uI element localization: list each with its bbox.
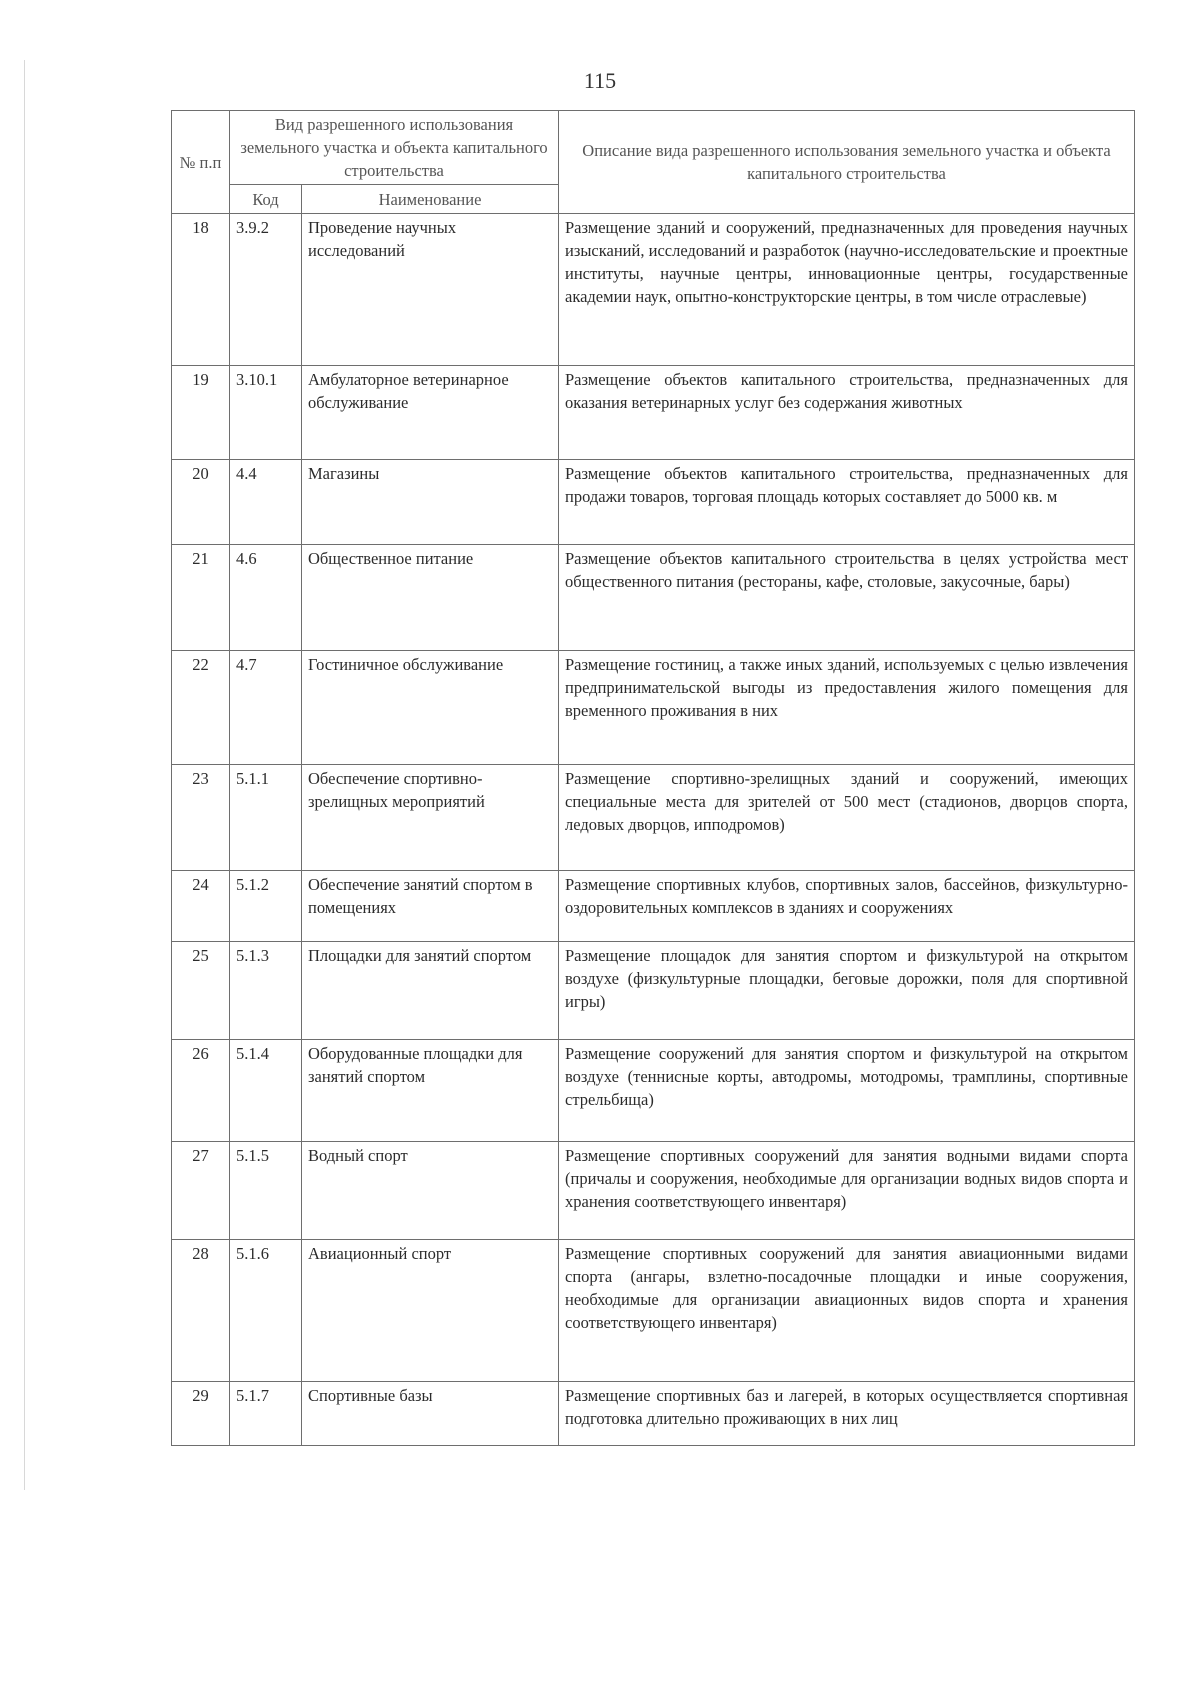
row-description: Размещение сооружений для занятия спортом и физкультурой на открытом воздухе (теннисные корты, автодромы, мотодромы, трамплины, спортивные стрельбища) xyxy=(559,1040,1135,1142)
table-row xyxy=(172,1142,1135,1240)
row-description: Размещение зданий и сооружений, предназначенных для проведения научных изысканий, исследований и разработок (научно-исследовательские и проектные институты, научные центры, инновационные центры, государственные академии наук, опытно-конструкторские центры, в том числе отраслевые) xyxy=(559,214,1135,366)
header-code: Код xyxy=(230,185,302,214)
row-number: 29 xyxy=(172,1382,230,1446)
row-description: Размещение спортивно-зрелищных зданий и сооружений, имеющих специальные места для зрителей от 500 мест (стадионов, дворцов спорта, ледовых дворцов, ипподромов) xyxy=(559,765,1135,871)
row-code: 4.7 xyxy=(230,651,302,765)
row-number: 25 xyxy=(172,942,230,1040)
table-row xyxy=(172,942,1135,1040)
row-number: 22 xyxy=(172,651,230,765)
table-row xyxy=(172,460,1135,545)
page-number: 115 xyxy=(583,68,617,93)
land-use-table xyxy=(171,110,1135,1446)
row-description: Размещение спортивных баз и лагерей, в которых осуществляется спортивная подготовка длительно проживающих в них лиц xyxy=(559,1382,1135,1446)
row-description: Размещение гостиниц, а также иных зданий, используемых с целью извлечения предпринимательской выгоды из предоставления жилого помещения для временного проживания в них xyxy=(559,651,1135,765)
row-number: 21 xyxy=(172,545,230,651)
row-number: 19 xyxy=(172,366,230,460)
table-row xyxy=(172,1382,1135,1446)
row-description: Размещение спортивных клубов, спортивных залов, бассейнов, физкультурно-оздоровительных комплексов в зданиях и сооружениях xyxy=(559,871,1135,942)
row-name: Общественное питание xyxy=(302,545,559,651)
row-name: Оборудованные площадки для занятий спортом xyxy=(302,1040,559,1142)
row-name: Амбулаторное ветеринарное обслуживание xyxy=(302,366,559,460)
row-code: 3.10.1 xyxy=(230,366,302,460)
header-use-type: Вид разрешенного использования земельного участка и объекта капитального строительства xyxy=(230,111,559,185)
row-code: 5.1.3 xyxy=(230,942,302,1040)
row-name: Авиационный спорт xyxy=(302,1240,559,1382)
row-number: 20 xyxy=(172,460,230,545)
scan-edge-line xyxy=(24,60,25,1490)
row-code: 5.1.6 xyxy=(230,1240,302,1382)
row-code: 3.9.2 xyxy=(230,214,302,366)
row-name: Проведение научных исследований xyxy=(302,214,559,366)
row-name: Обеспечение спортивно-зрелищных мероприятий xyxy=(302,765,559,871)
row-name: Магазины xyxy=(302,460,559,545)
row-description: Размещение спортивных сооружений для занятия водными видами спорта (причалы и сооружения, необходимые для организации водных видов спорта и хранения соответствующего инвентаря) xyxy=(559,1142,1135,1240)
row-number: 28 xyxy=(172,1240,230,1382)
row-code: 4.6 xyxy=(230,545,302,651)
row-name: Обеспечение занятий спортом в помещениях xyxy=(302,871,559,942)
row-name: Спортивные базы xyxy=(302,1382,559,1446)
row-description: Размещение площадок для занятия спортом и физкультурой на открытом воздухе (физкультурные площадки, беговые дорожки, поля для спортивной игры) xyxy=(559,942,1135,1040)
header-number: № п.п xyxy=(172,111,230,214)
row-number: 26 xyxy=(172,1040,230,1142)
header-description: Описание вида разрешенного использования земельного участка и объекта капитального строительства xyxy=(559,111,1135,214)
table-row xyxy=(172,1040,1135,1142)
row-number: 23 xyxy=(172,765,230,871)
row-code: 5.1.1 xyxy=(230,765,302,871)
row-description: Размещение объектов капитального строительства в целях устройства мест общественного питания (рестораны, кафе, столовые, закусочные, бары) xyxy=(559,545,1135,651)
table-row xyxy=(172,651,1135,765)
table-header-row xyxy=(172,111,1135,185)
row-number: 27 xyxy=(172,1142,230,1240)
row-description: Размещение объектов капитального строительства, предназначенных для продажи товаров, торговая площадь которых составляет до 5000 кв. м xyxy=(559,460,1135,545)
table-row xyxy=(172,545,1135,651)
row-code: 4.4 xyxy=(230,460,302,545)
row-code: 5.1.2 xyxy=(230,871,302,942)
row-number: 24 xyxy=(172,871,230,942)
table-row xyxy=(172,1240,1135,1382)
row-code: 5.1.4 xyxy=(230,1040,302,1142)
table-row xyxy=(172,214,1135,366)
row-code: 5.1.5 xyxy=(230,1142,302,1240)
table-row xyxy=(172,366,1135,460)
table-row xyxy=(172,765,1135,871)
row-description: Размещение спортивных сооружений для занятия авиационными видами спорта (ангары, взлетно-посадочные площадки и иные сооружения, необходимые для организации авиационных видов спорта и хранения соответствующего инвентаря) xyxy=(559,1240,1135,1382)
row-name: Водный спорт xyxy=(302,1142,559,1240)
row-description: Размещение объектов капитального строительства, предназначенных для оказания ветеринарных услуг без содержания животных xyxy=(559,366,1135,460)
header-name: Наименование xyxy=(302,185,559,214)
row-number: 18 xyxy=(172,214,230,366)
row-name: Площадки для занятий спортом xyxy=(302,942,559,1040)
table-row xyxy=(172,871,1135,942)
row-code: 5.1.7 xyxy=(230,1382,302,1446)
row-name: Гостиничное обслуживание xyxy=(302,651,559,765)
